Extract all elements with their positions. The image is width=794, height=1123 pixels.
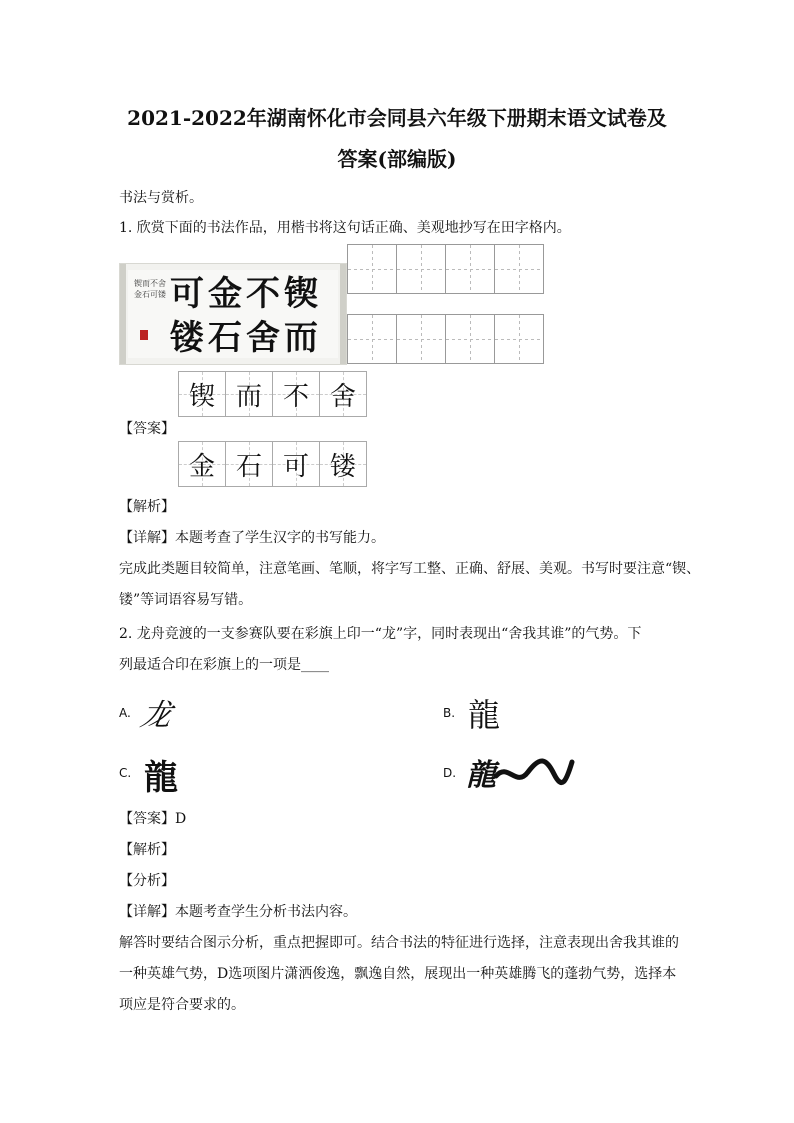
option-d-glyph: 龍 [466, 758, 496, 793]
grid-cell[interactable] [396, 244, 446, 294]
option-d-image[interactable] [466, 748, 576, 792]
calligraphy-characters [170, 272, 340, 360]
answer-grid-row-1 [178, 371, 366, 417]
red-seal [140, 330, 148, 340]
question-2-text: 列最适合印在彩旗上的一项是____ [119, 657, 329, 673]
option-a-label[interactable]: A. [119, 706, 131, 720]
grid-cell[interactable] [445, 314, 495, 364]
option-a-image[interactable]: 龙 [137, 698, 175, 733]
answer-cell: 镂 [319, 441, 367, 487]
writing-grid-row-1[interactable] [347, 244, 543, 294]
grid-cell[interactable] [396, 314, 446, 364]
answer-cell: 而 [225, 371, 273, 417]
answer-label: 【答案】 [119, 421, 175, 437]
answer-cell: 金 [178, 441, 226, 487]
page-title-continued: 答案(部编版) [337, 147, 457, 171]
option-d-label[interactable]: D. [443, 766, 457, 780]
section-title: 书法与赏析。 [119, 190, 203, 206]
grid-cell[interactable] [445, 244, 495, 294]
explain-text: 解答时要结合图示分析，重点把握即可。结合书法的特征进行选择，注意表现出舍我其谁的 [119, 935, 679, 951]
answer-cell: 锲 [178, 371, 226, 417]
calligraphy-row-1: 可金不锲 [170, 274, 322, 314]
option-b-image[interactable]: 龍 [468, 696, 501, 734]
scroll-rod-right [340, 264, 346, 364]
answer-grid-row-2 [178, 441, 366, 487]
explain-text: 项应是符合要求的。 [119, 997, 245, 1013]
answer-cell: 石 [225, 441, 273, 487]
analysis-label: 【解析】 [119, 842, 175, 858]
grid-cell[interactable] [347, 314, 397, 364]
explain-text: 镂”等词语容易写错。 [119, 592, 253, 608]
explain-text: 完成此类题目较简单，注意笔画、笔顺，将字写工整、正确、舒展、美观。书写时要注意“锲、 [119, 561, 701, 577]
explain-text: 一种英雄气势，D选项图片潇洒俊逸，飘逸自然，展现出一种英雄腾飞的蓬勃气势，选择本 [119, 966, 677, 982]
question-1-text: 1. 欣赏下面的书法作品，用楷书将这句话正确、美观地抄写在田字格内。 [119, 220, 571, 236]
detail-text: 【详解】本题考查了学生汉字的书写能力。 [119, 530, 385, 546]
writing-grid-row-2[interactable] [347, 314, 543, 364]
question-2-text: 2. 龙舟竞渡的一支参赛队要在彩旗上印一“龙”字，同时表现出“舍我其谁”的气势。下 [119, 626, 642, 642]
grid-cell[interactable] [494, 314, 544, 364]
answer-cell: 舍 [319, 371, 367, 417]
calligraphy-artwork [119, 263, 347, 365]
option-c-image[interactable]: 龍 [144, 758, 178, 798]
scroll-rod-left [120, 264, 126, 364]
answer-cell: 不 [272, 371, 320, 417]
answer-label: 【答案】D [119, 811, 187, 827]
option-b-label[interactable]: B. [443, 706, 456, 720]
option-d-brush-stroke [466, 748, 576, 792]
page-title: 2021-2022年湖南怀化市会同县六年级下册期末语文试卷及 [127, 106, 667, 130]
fenxi-label: 【分析】 [119, 873, 175, 889]
calligraphy-row-2: 镂石舍而 [170, 318, 322, 358]
grid-cell[interactable] [494, 244, 544, 294]
analysis-label: 【解析】 [119, 499, 175, 515]
calligraphy-signature: 锲而不舍 金石可镂 [134, 279, 166, 299]
detail-text: 【详解】本题考查学生分析书法内容。 [119, 904, 357, 920]
option-c-label[interactable]: C. [119, 766, 132, 780]
answer-cell: 可 [272, 441, 320, 487]
grid-cell[interactable] [347, 244, 397, 294]
